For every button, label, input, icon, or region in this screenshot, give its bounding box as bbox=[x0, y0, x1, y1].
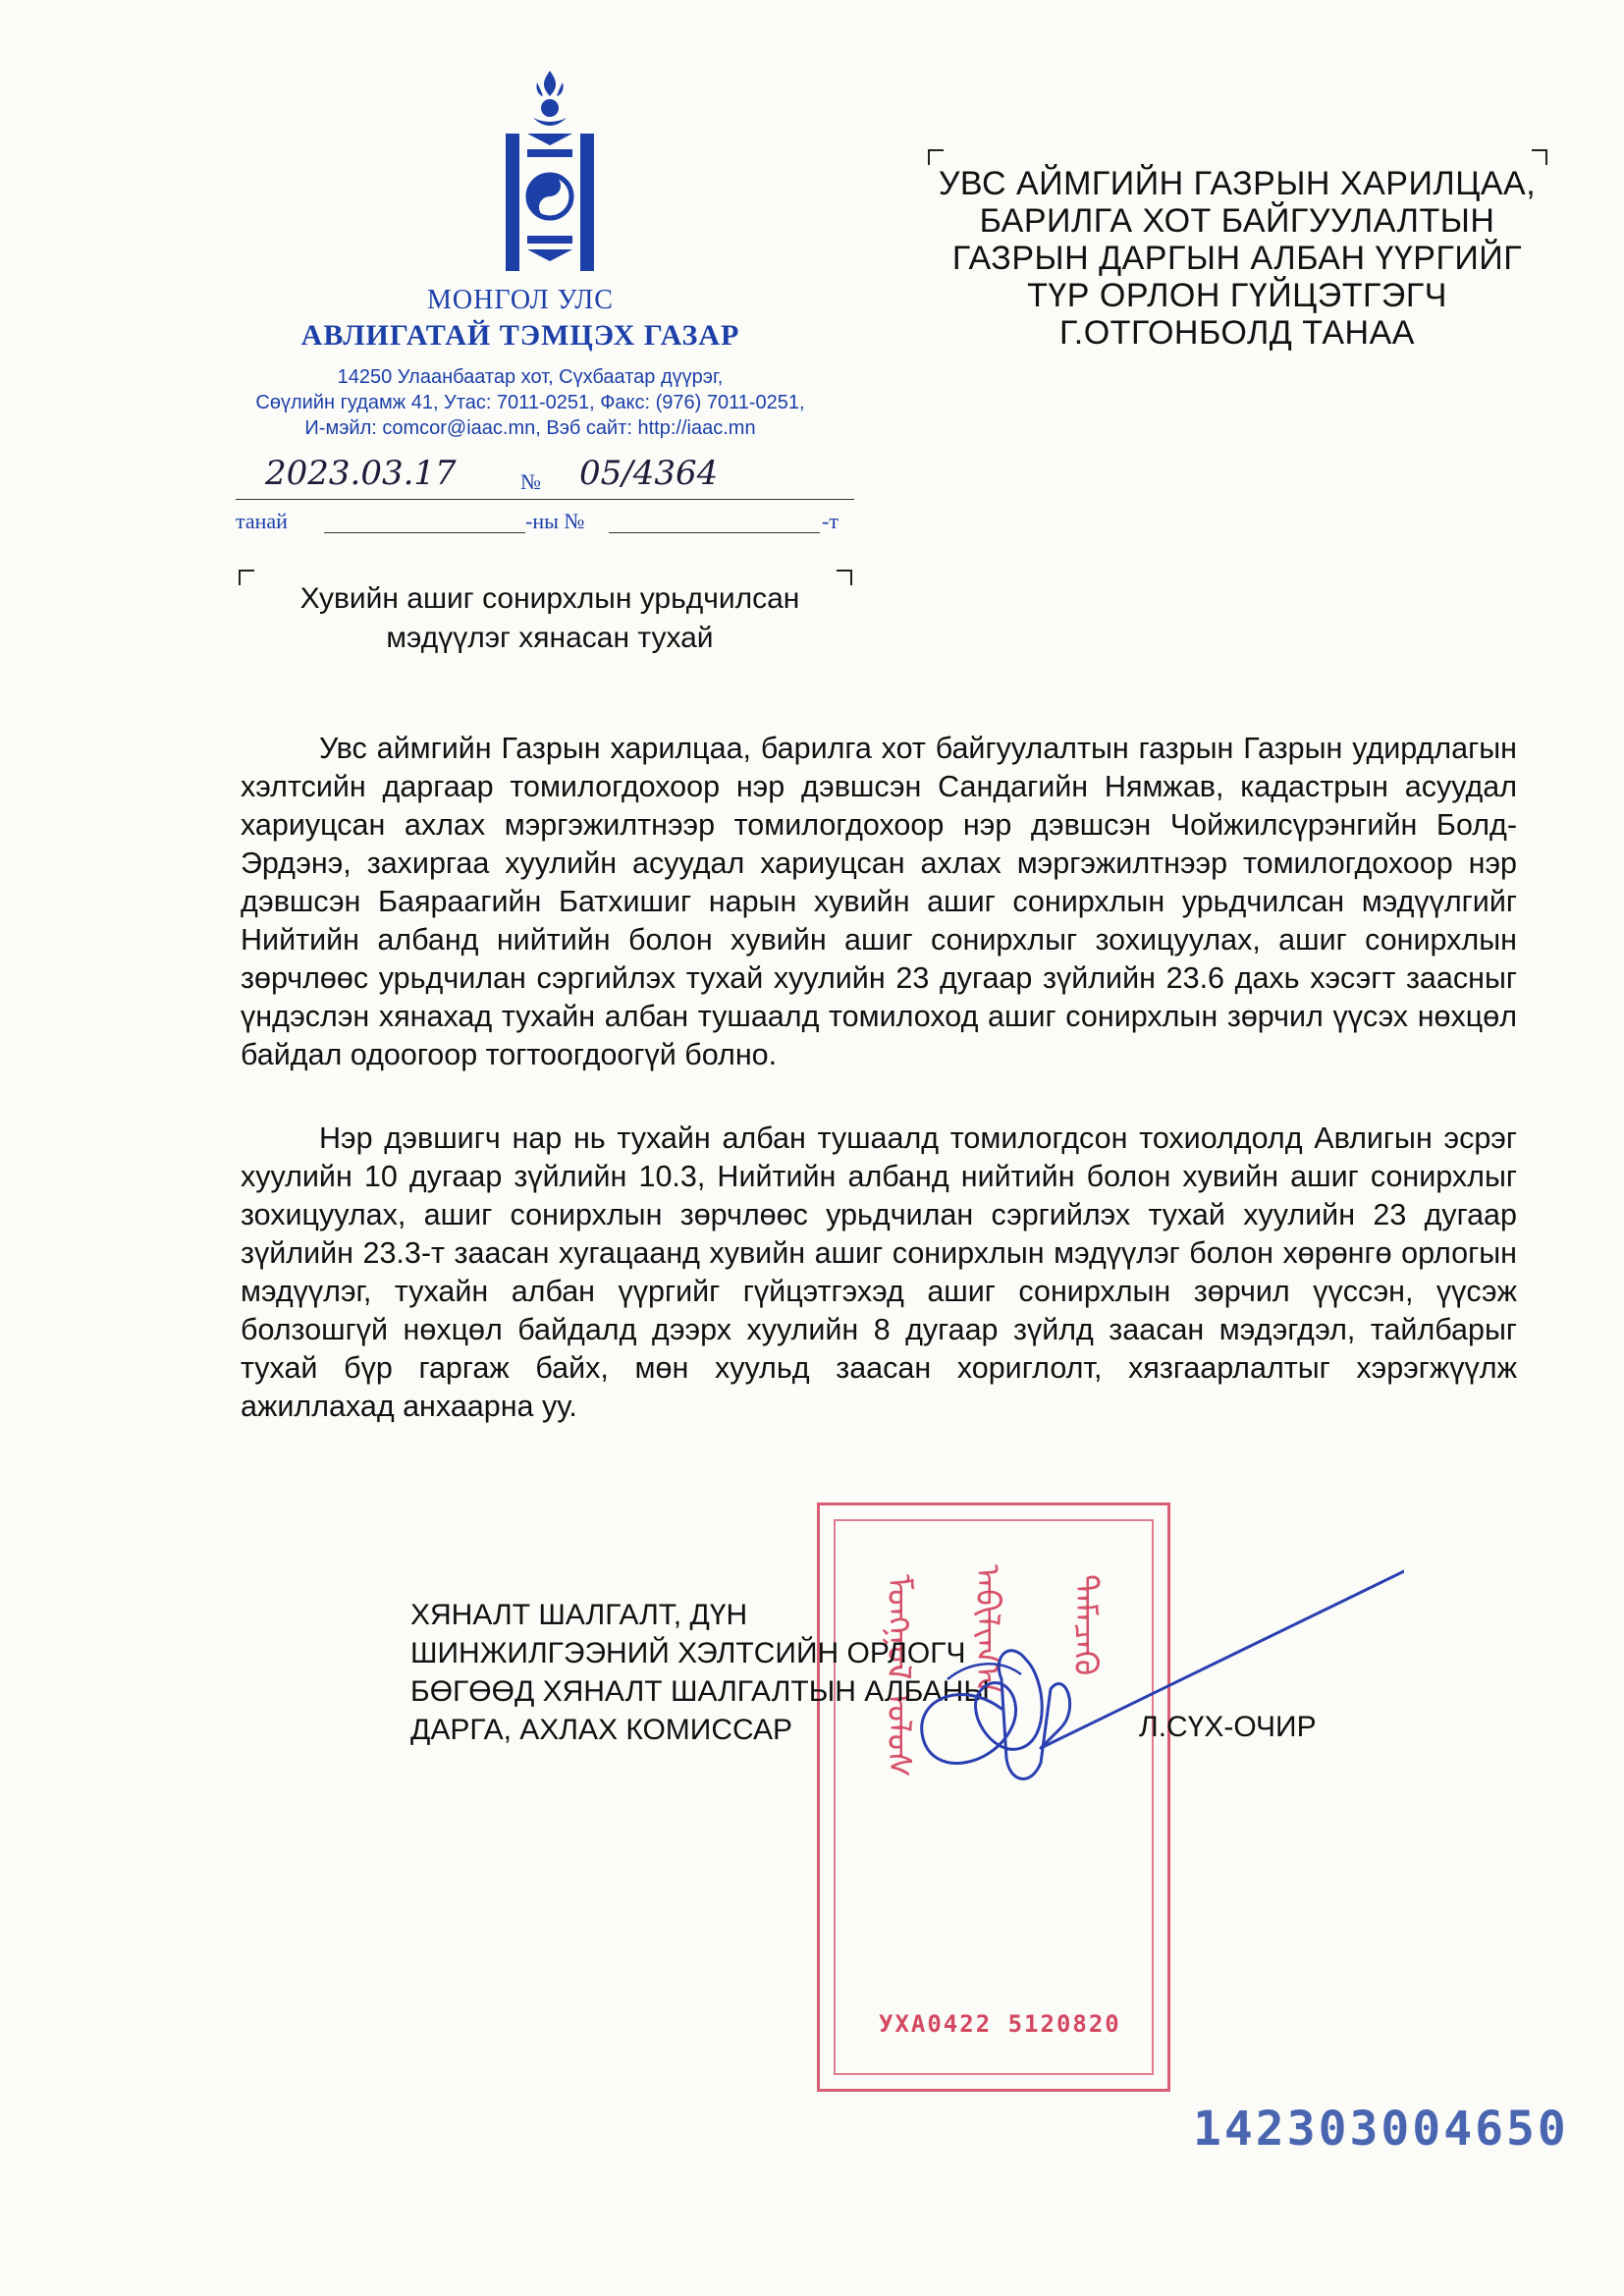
addressee-line: БАРИЛГА ХОТ БАЙГУУЛАЛТЫН bbox=[979, 202, 1495, 240]
stamp-mongol-script: ᠲᠡᠮᠡᠴᠡᠬᠦ bbox=[1065, 1574, 1105, 1676]
document-number: 142303004650 bbox=[1193, 2102, 1569, 2157]
stamp-mongol-script: ᠠᠪᠢᠯᠢᠭ᠎ᠠ bbox=[967, 1564, 1006, 1695]
contact-address: 14250 Улаанбаатар хот, Сүхбаатар дүүрэг, bbox=[337, 366, 724, 388]
signatory-title-line: ХЯНАЛТ ШАЛГАЛТ, ДҮН bbox=[410, 1599, 748, 1631]
ref-suffix: -т bbox=[822, 509, 839, 533]
soyombo-emblem-icon bbox=[506, 69, 594, 275]
addressee-block bbox=[923, 165, 1551, 352]
body-paragraph-1: Увс аймгийн Газрын харилцаа, барилга хот байгуулалтын газрын Газрын удирдлагын хэлтсийн даргаар томилогдохоор нэр дэвшсэн Сандагийн Нямжав, кадастрын асуудал хариуцсан ахлах мэргэжилтнээр томилогдохоор нэр дэвшсэн Чойжилсүрэнгийн Болд-Эрдэнэ, захиргаа хуулийн асуудал хариуцсан ахлах мэргэжилтнээр томилогдохоор нэр дэвшсэн Баяраагийн Батхишиг нарын хувийн ашиг сонирхлын урьдчилсан мэдүүлгийг Нийтийн албанд нийтийн болон хувийн ашиг сонирхлыг зохицуулах, ашиг сонирхлын зөрчлөөс урьдчилан сэргийлэх тухай хуулийн 23 дугаар зүйлийн 23.6 дахь хэсэгт заасныг үндэслэн хянахад тухайн албан тушаалд томилоход ашиг сонирхлын зөрчил үүсэх нөхцөл байдал одоогоор тогтоогдоогүй болно. bbox=[241, 732, 1517, 1071]
signatory-name: Л.СҮХ-ОЧИР bbox=[1139, 1711, 1317, 1743]
addressee-bracket-left bbox=[928, 149, 944, 165]
ref-prefix: танай bbox=[236, 509, 288, 533]
signatory-title-line: ДАРГА, АХЛАХ КОМИССАР bbox=[410, 1714, 793, 1746]
subject-line: мэдүүлэг хянасан тухай bbox=[386, 622, 714, 654]
ref-middle: -ны № bbox=[525, 509, 585, 533]
addressee-line: ТҮР ОРЛОН ГҮЙЦЭТГЭГЧ bbox=[1027, 277, 1447, 314]
handwritten-signature bbox=[854, 1561, 1404, 1807]
contact-email-web: И-мэйл: comcor@iaac.mn, Вэб сайт: http://iaac.mn bbox=[304, 417, 756, 439]
addressee-bracket-right bbox=[1532, 149, 1547, 165]
subject-line: Хувийн ашиг сонирхлын урьдчилсан bbox=[299, 582, 800, 615]
addressee-line: УВС АЙМГИЙН ГАЗРЫН ХАРИЛЦАА, bbox=[938, 165, 1537, 202]
stamp-mongol-script: ᠮᠣᠩᠭᠣᠯ ᠤᠯᠤᠰ bbox=[879, 1574, 918, 1777]
addressee-line: ГАЗРЫН ДАРГЫН АЛБАН ҮҮРГИЙГ bbox=[951, 240, 1523, 277]
body-paragraph-2: Нэр дэвшигч нар нь тухайн албан тушаалд томилогдсон тохиолдолд Авлигын эсрэг хуулийн 10 дугаар зүйлийн 10.3, Нийтийн албанд нийтийн болон хувийн ашиг сонирхлыг зохицуулах, ашиг сонирхлын зөрчлөөс урьдчилан сэргийлэх тухай хуулийн 23 дугаар зүйлийн 23.3-т заасан хугацаанд хувийн ашиг сонирхлын мэдүүлэг болон хөрөнгө орлогын мэдүүлэг, тухайн албан үүргийг гүйцэтгэхэд ашиг сонирхлын зөрчил үүссэн, үүсэж болзошгүй нөхцөл байдалд дээрх хуулийн 8 дугаар зүйлд заасан мэдэгдэл, тайлбарыг тухай бүр гаргаж байх, мөн хуульд заасан хориглолт, хязгаарлалтыг хэрэгжүүлж ажиллахад анхаарна уу. bbox=[241, 1121, 1517, 1423]
ref-number-line bbox=[609, 503, 820, 533]
subject-heading bbox=[236, 579, 864, 658]
number-label: № bbox=[520, 469, 541, 494]
contact-phone: Сөүлийн гудамж 41, Утас: 7011-0251, Факс: (976) 7011-0251, bbox=[255, 392, 805, 413]
org-name: АВЛИГАТАЙ ТЭМЦЭХ ГАЗАР bbox=[300, 319, 740, 352]
handwritten-date: 2023.03.17 bbox=[265, 454, 457, 493]
signatory-title-line: БӨГӨӨД ХЯНАЛТ ШАЛГАЛТЫН АЛБАНЫ bbox=[410, 1675, 990, 1708]
org-country: МОНГОЛ УЛС bbox=[427, 285, 614, 315]
signatory-title-line: ШИНЖИЛГЭЭНИЙ ХЭЛТСИЙН ОРЛОГЧ bbox=[410, 1637, 966, 1669]
addressee-line: Г.ОТГОНБОЛД ТАНАА bbox=[1059, 314, 1415, 352]
stamp-code: УХА0422 5120820 bbox=[879, 2010, 1121, 2038]
handwritten-number: 05/4364 bbox=[579, 454, 719, 493]
ref-date-line bbox=[324, 503, 525, 533]
